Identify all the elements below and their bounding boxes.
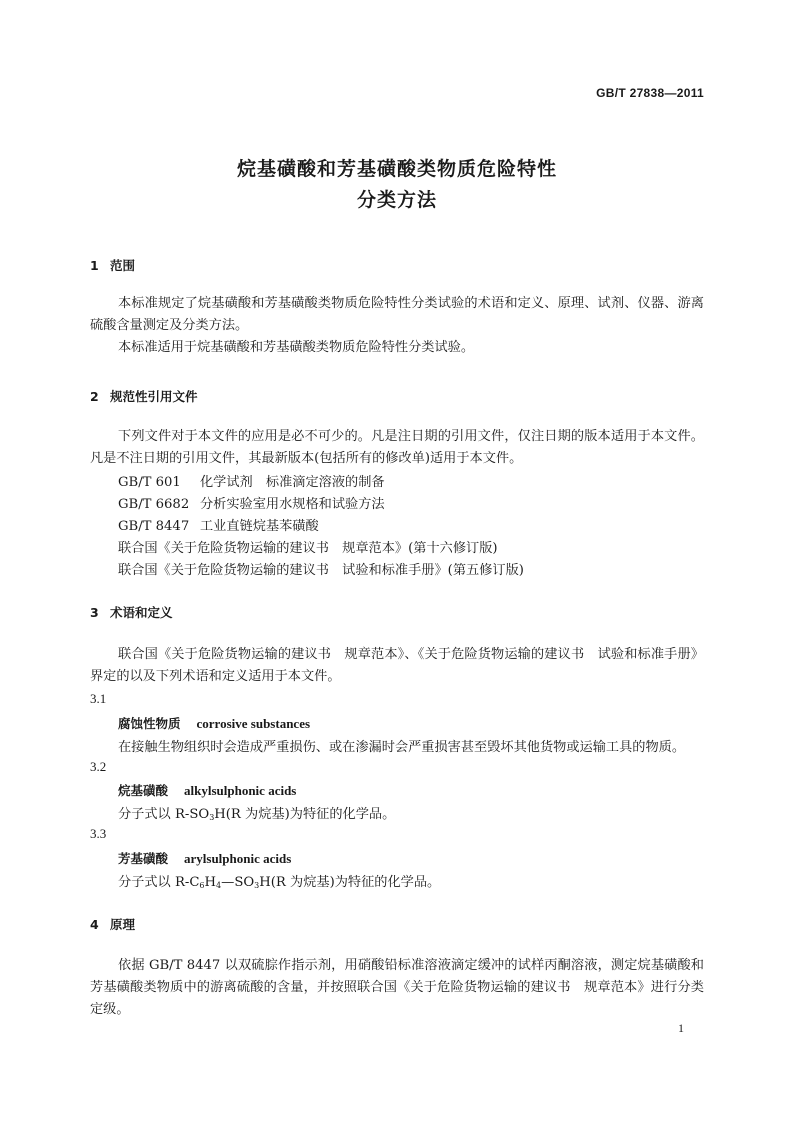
- formula-subscript: 6: [199, 881, 205, 890]
- term-definition: [118, 803, 395, 822]
- formula-subscript: 3: [254, 881, 260, 890]
- section-title: 原理: [110, 917, 136, 932]
- section-3-paragraph-1: 联合国《关于危险货物运输的建议书 规章范本》、《关于危险货物运输的建议书 试验和标准手册》界定的以及下列术语和定义适用于本文件。: [90, 647, 704, 684]
- section-title: 范围: [110, 258, 136, 273]
- section-number: 1: [90, 258, 99, 273]
- section-number: 2: [90, 389, 99, 404]
- section-2-paragraph-1: 下列文件对于本文件的应用是必不可少的。凡是注日期的引用文件，仅注日期的版本适用于本文件。凡是不注日期的引用文件，其最新版本(包括所有的修改单)适用于本文件。: [90, 429, 704, 466]
- reference-item: [118, 559, 524, 578]
- term-definition: [118, 871, 440, 890]
- reference-title: 化学试剂 标准滴定溶液的制备: [200, 475, 385, 490]
- reference-item: [118, 471, 385, 490]
- formula-part: —SO: [221, 875, 255, 890]
- formula-part: H: [204, 875, 217, 890]
- term-english: arylsulphonic acids: [184, 851, 292, 866]
- section-number: 4: [90, 917, 99, 932]
- section-4-heading: [90, 915, 135, 933]
- term-heading: [118, 849, 291, 867]
- reference-title: 分析实验室用水规格和试验方法: [200, 497, 385, 512]
- term-chinese: 芳基磺酸: [118, 851, 169, 866]
- term-heading: [118, 714, 310, 732]
- reference-item: [118, 537, 498, 556]
- section-1-heading: [90, 256, 135, 274]
- formula-subscript: 4: [216, 881, 222, 890]
- section-title: 规范性引用文件: [110, 389, 198, 404]
- formula-part: H(R 为烷基)为特征的化学品。: [214, 807, 396, 822]
- formula-subscript: 3: [209, 813, 215, 822]
- term-number: 3.2: [90, 759, 107, 774]
- section-title: 术语和定义: [110, 605, 173, 620]
- reference-code: GB/T 6682: [118, 497, 190, 512]
- term-definition: 在接触生物组织时会造成严重损伤、或在渗漏时会严重损害甚至毁坏其他货物或运输工具的物质。: [118, 740, 686, 755]
- standard-code: GB/T 27838—2011: [596, 86, 704, 100]
- section-1-paragraph-1: 本标准规定了烷基磺酸和芳基磺酸类物质危险特性分类试验的术语和定义、原理、试剂、仪器、游离硫酸含量测定及分类方法。: [90, 296, 704, 333]
- reference-code: GB/T 8447: [118, 519, 190, 534]
- reference-title: 联合国《关于危险货物运输的建议书 试验和标准手册》(第五修订版): [118, 563, 524, 578]
- term-chinese: 腐蚀性物质: [118, 716, 181, 731]
- term-heading: [118, 781, 296, 799]
- formula-part: 分子式以 R-SO: [118, 807, 210, 822]
- section-2-heading: [90, 387, 198, 405]
- reference-item: [118, 493, 385, 512]
- reference-item: [118, 515, 319, 534]
- term-chinese: 烷基磺酸: [118, 783, 169, 798]
- page-number: 1: [678, 1021, 684, 1035]
- term-english: corrosive substances: [196, 716, 311, 731]
- document-title-line2: 分类方法: [356, 189, 437, 211]
- section-number: 3: [90, 605, 99, 620]
- section-3-heading: [90, 603, 173, 621]
- term-english: alkylsulphonic acids: [184, 783, 297, 798]
- document-title-line1: 烷基磺酸和芳基磺酸类物质危险特性: [236, 158, 557, 180]
- section-1-paragraph-2: 本标准适用于烷基磺酸和芳基磺酸类物质危险特性分类试验。: [118, 340, 475, 355]
- term-number: 3.3: [90, 826, 107, 841]
- formula-part: 分子式以 R-C: [118, 875, 200, 890]
- reference-title: 工业直链烷基苯磺酸: [200, 519, 319, 534]
- reference-code: GB/T 601: [118, 475, 181, 490]
- formula-part: H(R 为烷基)为特征的化学品。: [259, 875, 441, 890]
- term-number: 3.1: [90, 691, 107, 706]
- reference-title: 联合国《关于危险货物运输的建议书 规章范本》(第十六修订版): [118, 541, 498, 556]
- section-4-paragraph-1: 依据 GB/T 8447 以双硫腙作指示剂，用硝酸铅标准溶液滴定缓冲的试样丙酮溶液，测定烷基磺酸和芳基磺酸类物质中的游离硫酸的含量，并按照联合国《关于危险货物运输的建议书 规章范本》进行分类定级。: [90, 958, 704, 1017]
